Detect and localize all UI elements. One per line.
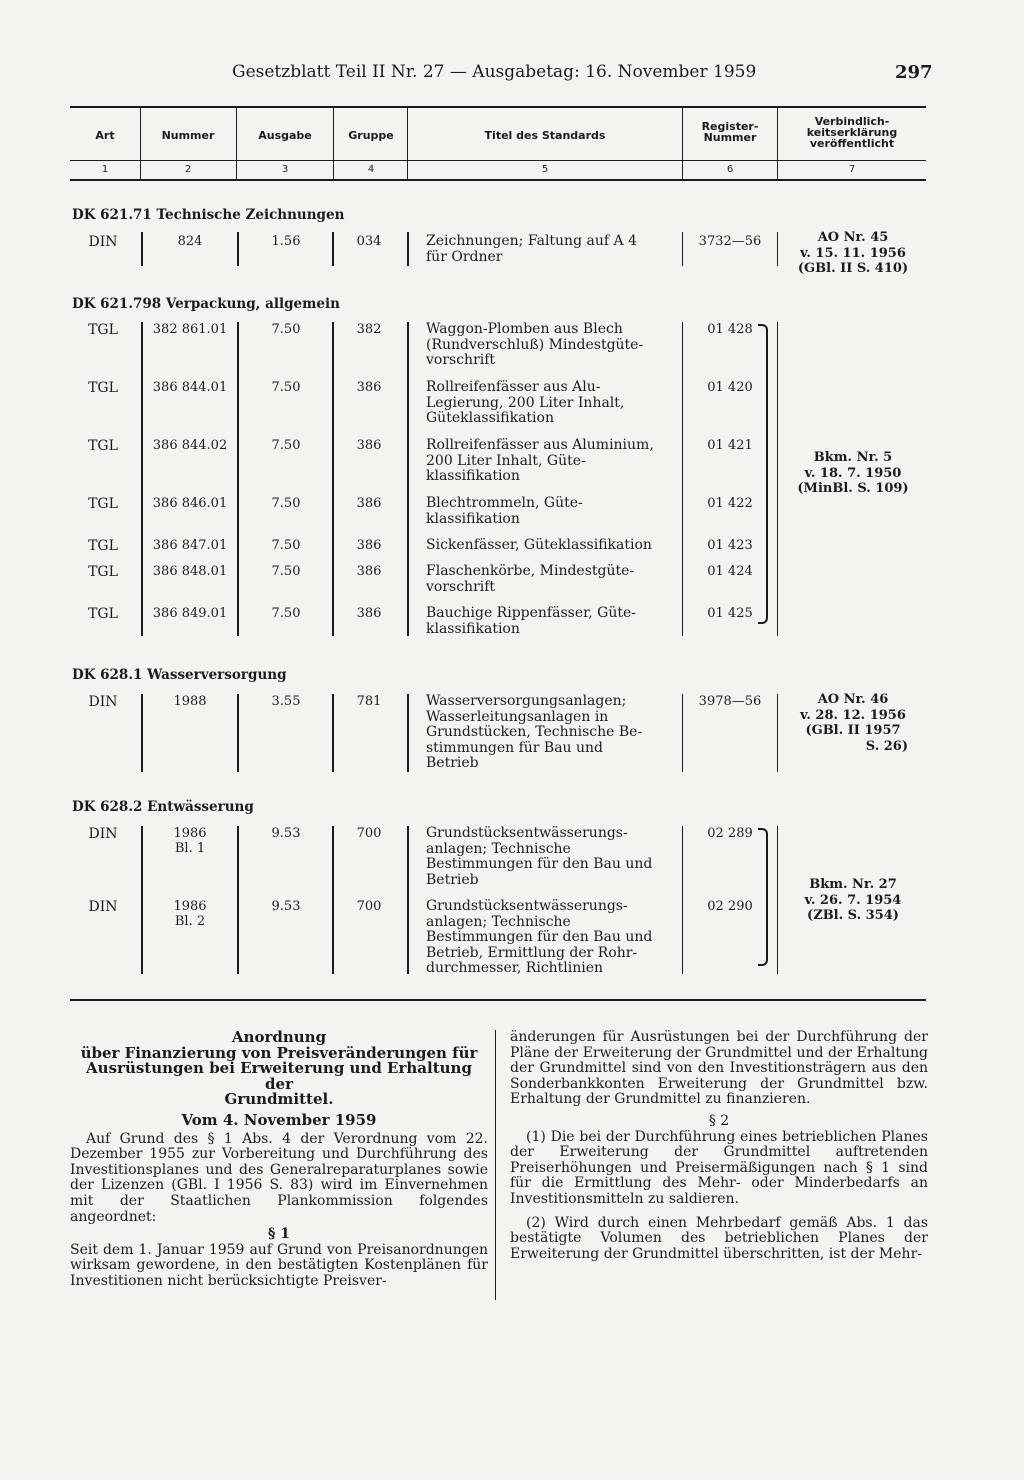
titel-line: Bestimmungen für den Bau und [426,856,653,872]
cell-titel [426,380,676,427]
cell-art: DIN [88,826,118,842]
col-number: 3 [281,164,289,175]
col-sep [407,826,409,974]
cell-art: TGL [88,564,118,580]
article-title: Grundmittel. [224,1090,334,1109]
article-title: über Finanzierung von Preisveränderungen für [80,1043,478,1062]
paragraph-text: Seit dem 1. Januar 1959 auf Grund von Preisanordnungen wirksam gewordene, in den bestätigten Kostenplänen für Investitionen nicht berücksichtigte Preisver- [70,1241,488,1289]
cell-titel [426,322,676,369]
cell-art: TGL [88,438,118,454]
titel-line: Waggon-Plomben aus Blech [426,321,623,337]
cell-titel [426,496,676,527]
cell-gruppe: 700 [356,899,382,914]
col-header-verbindlich-line: keitserklärung [806,126,898,139]
titel-line: 200 Liter Inhalt, Güte- [426,452,586,469]
article-left-column [70,1030,488,1290]
cell-register: 01 424 [707,564,753,579]
ref-line: (GBl. II S. 410) [797,261,909,276]
nummer-line: Bl. 2 [174,914,206,929]
cell-titel [426,234,676,265]
cell-nummer: 824 [177,234,203,249]
titel-line: Rollreifenfässer aus Alu- [426,379,601,395]
titel-line: Grundstücksentwässerungs- [426,825,628,841]
cell-gruppe: 700 [356,826,382,841]
cell-art: TGL [88,496,118,512]
cell-ausgabe: 7.50 [271,496,301,511]
col-sep [777,826,778,974]
col-sep [332,232,334,266]
cell-verbindlich [782,877,924,924]
titel-line: Blechtrommeln, Güte- [426,495,583,511]
cell-ausgabe: 7.50 [271,564,301,579]
group-brace [758,828,768,966]
titel-line: Sickenfässer, Güteklassifikation [426,537,652,553]
col-header-register-line: Nummer [703,131,757,144]
titel-line: anlagen; Technische [426,913,571,930]
titel-line: klassifikation [426,468,520,484]
col-number: 2 [184,164,192,175]
cell-register: 01 425 [707,606,753,621]
table-header-rule [70,160,926,161]
col-sep [777,107,778,179]
col-sep [682,232,683,266]
cell-gruppe: 781 [356,694,382,709]
titel-line: Bauchige Rippenfässer, Güte- [426,605,637,621]
titel-line: Grundstücken, Technische Be- [426,724,643,740]
col-header-verbindlich-line: Verbindlich- [814,115,890,128]
cell-register: 01 423 [707,538,753,553]
cell-gruppe: 386 [356,496,382,511]
col-sep [407,107,408,179]
cell-titel [426,564,676,595]
col-sep [236,107,237,179]
cell-nummer: 382 861.01 [152,322,228,337]
col-sep [777,232,778,266]
cell-titel [426,899,676,977]
cell-register: 3732—56 [698,234,762,249]
cell-ausgabe: 9.53 [271,899,301,914]
ref-line: Bkm. Nr. 27 [809,877,897,892]
titel-line: (Rundverschluß) Mindestgüte- [426,336,644,353]
table-colnum-rule [70,179,926,181]
titel-line: für Ordner [426,248,503,265]
titel-line: vorschrift [426,578,496,595]
cell-register: 02 289 [707,826,753,841]
titel-line: anlagen; Technische [426,840,571,857]
ref-line: (ZBl. S. 354) [807,908,899,923]
titel-line: Flaschenkörbe, Mindestgüte- [426,563,635,579]
col-sep [407,232,409,266]
nummer-line: 1986 [173,826,207,841]
cell-gruppe: 034 [356,234,382,249]
titel-line: klassifikation [426,510,520,527]
cell-nummer [145,826,235,856]
cell-gruppe: 386 [356,438,382,453]
col-number: 5 [541,164,549,175]
col-number: 4 [367,164,375,175]
cell-art: DIN [88,694,118,710]
ref-line: v. 28. 12. 1956 [800,707,906,723]
col-sep [682,107,683,179]
paragraph-text: (2) Wird durch einen Mehrbedarf gemäß Abs. 1 das bestätigte Volumen des betrieblichen Planes der Erweiterung der Grundmittel überschritten, ist der Mehr- [510,1214,928,1262]
cell-verbindlich [782,230,924,277]
col-sep [777,694,778,772]
titel-line: durchmesser, Richtlinien [426,960,604,976]
titel-line: Wasserversorgungsanlagen; [426,693,627,709]
col-sep [140,107,141,179]
cell-art: DIN [88,899,118,915]
col-header-ausgabe: Ausgabe [258,129,312,142]
cell-ausgabe: 7.50 [271,538,301,553]
cell-nummer: 386 844.01 [152,380,228,395]
titel-line: Wasserleitungsanlagen in [426,708,609,725]
col-number: 6 [726,164,734,175]
titel-line: klassifikation [426,620,520,637]
cell-titel [426,826,676,888]
article-title: Ausrüstungen bei Erweiterung und Erhaltung der [86,1059,472,1093]
paragraph-heading: § 2 [708,1112,730,1129]
col-number: 7 [848,164,856,175]
titel-line: Betrieb [426,871,479,888]
col-header-gruppe: Gruppe [348,129,394,142]
cell-titel [426,606,676,637]
cell-titel [426,538,676,554]
article-title: Anordnung [231,1028,327,1046]
col-sep [237,322,239,636]
table-bottom-rule [70,999,926,1001]
cell-ausgabe: 7.50 [271,322,301,337]
titel-line: Legierung, 200 Liter Inhalt, [426,394,625,411]
running-header [0,62,1024,84]
header-title: Gesetzblatt Teil II Nr. 27 — Ausgabetag: 16. November 1959 [232,62,757,82]
cell-ausgabe: 7.50 [271,380,301,395]
section-heading: DK 621.71 Technische Zeichnungen [72,207,345,223]
cell-art: TGL [88,538,118,554]
cell-ausgabe: 3.55 [271,694,301,709]
section-heading: DK 628.1 Wasserversorgung [72,667,287,683]
cell-gruppe: 386 [356,564,382,579]
cell-nummer [145,899,235,929]
titel-line: Grundstücksentwässerungs- [426,898,628,914]
article-right-column [510,1030,928,1262]
cell-nummer: 386 848.01 [152,564,228,579]
cell-nummer: 1988 [173,694,207,709]
col-sep [682,826,683,974]
col-sep [332,322,334,636]
cell-register: 01 420 [707,380,753,395]
cell-art: TGL [88,606,118,622]
ref-line: AO Nr. 45 [817,230,889,245]
col-header-register [684,121,776,143]
cell-register: 01 422 [707,496,753,511]
cell-gruppe: 386 [356,538,382,553]
col-sep [237,232,239,266]
cell-nummer: 386 846.01 [152,496,228,511]
cell-nummer: 386 849.01 [152,606,228,621]
cell-verbindlich [782,450,924,497]
titel-line: Güteklassifikation [426,410,554,426]
col-header-art: Art [95,129,115,142]
titel-line: Zeichnungen; Faltung auf A 4 [426,233,637,249]
col-header-verbindlich-line: veröffentlicht [809,137,895,150]
col-sep [237,694,239,772]
cell-register: 01 421 [707,438,753,453]
group-brace [758,324,768,624]
col-sep [407,694,409,772]
cell-verbindlich [782,692,924,754]
cell-gruppe: 386 [356,380,382,395]
cell-nummer: 386 847.01 [152,538,228,553]
cell-register: 02 290 [707,899,753,914]
article-intro: Auf Grund des § 1 Abs. 4 der Verordnung vom 22. Dezember 1955 zur Vorbereitung und Durchführung des Investitionsplanes und des Generalreparaturplanes sowie der Lizenzen (GBl. I 1956 S. 83) wird im Einvernehmen mit der Staatlichen Plankommission folgendes angeordnet: [70,1130,488,1225]
col-sep [332,694,334,772]
article-date: Vom 4. November 1959 [181,1110,377,1129]
cell-register: 3978—56 [698,694,762,709]
col-sep [407,322,409,636]
cell-ausgabe: 7.50 [271,438,301,453]
cell-gruppe: 382 [356,322,382,337]
col-sep [332,826,334,974]
titel-line: Betrieb, Ermittlung der Rohr- [426,944,638,961]
titel-line: Betrieb [426,755,479,771]
col-sep [141,232,143,266]
paragraph-text: (1) Die bei der Durchführung eines betrieblichen Planes der Erweiterung der Grundmittel auftretenden Preiserhöhungen und Preisermäßigungen nach § 1 sind für die Ermittlung des Mehr- oder Minderbedarfs an Investitionsmitteln zu saldieren. [510,1128,928,1207]
nummer-line: 1986 [173,899,207,914]
ref-line: (GBl. II 1957 [805,723,901,738]
column-divider [495,1030,496,1300]
col-sep [333,107,334,179]
table-top-rule [70,106,926,108]
col-sep [682,322,683,636]
cell-art: DIN [88,234,118,250]
ref-line: AO Nr. 46 [817,692,889,707]
cell-titel [426,694,676,772]
titel-line: vorschrift [426,352,496,368]
cell-ausgabe: 9.53 [271,826,301,841]
section-heading: DK 621.798 Verpackung, allgemein [72,296,340,312]
col-header-nummer: Nummer [161,129,215,142]
ref-line: v. 26. 7. 1954 [804,892,902,908]
cell-art: TGL [88,322,118,338]
cell-titel [426,438,676,485]
col-header-titel: Titel des Standards [484,129,606,142]
cell-ausgabe: 7.50 [271,606,301,621]
titel-line: Rollreifenfässer aus Aluminium, [426,437,654,453]
col-sep [237,826,239,974]
cell-gruppe: 386 [356,606,382,621]
col-header-register-line: Register- [701,120,759,133]
ref-line: v. 15. 11. 1956 [800,245,906,261]
titel-line: Bestimmungen für den Bau und [426,929,653,945]
col-number: 1 [101,164,109,175]
paragraph-heading: § 1 [268,1226,290,1243]
cell-ausgabe: 1.56 [271,234,301,249]
ref-line: (MinBl. S. 109) [797,481,909,496]
cell-nummer: 386 844.02 [152,438,228,453]
col-sep [777,322,778,636]
page-number: 297 [895,62,933,83]
ref-line: Bkm. Nr. 5 [813,450,893,465]
col-sep [141,826,143,974]
ref-line: v. 18. 7. 1950 [804,465,902,481]
cell-register: 01 428 [707,322,753,337]
cell-art: TGL [88,380,118,396]
nummer-line: Bl. 1 [174,841,206,856]
ref-line: S. 26) [865,738,908,754]
section-heading: DK 628.2 Entwässerung [72,799,254,815]
col-sep [682,694,683,772]
col-header-verbindlich [779,116,925,149]
paragraph-text: änderungen für Ausrüstungen bei der Durchführung der Pläne der Erweiterung der Grundmittel und der Erhaltung der Grundmittel sind von den Investitionsträgern aus den Sonderbankkonten Erweiterung der Grundmittel bzw. Erhaltung der Grundmittel zu finanzieren. [510,1029,928,1108]
col-sep [141,694,143,772]
col-sep [141,322,143,636]
titel-line: stimmungen für Bau und [426,739,604,756]
